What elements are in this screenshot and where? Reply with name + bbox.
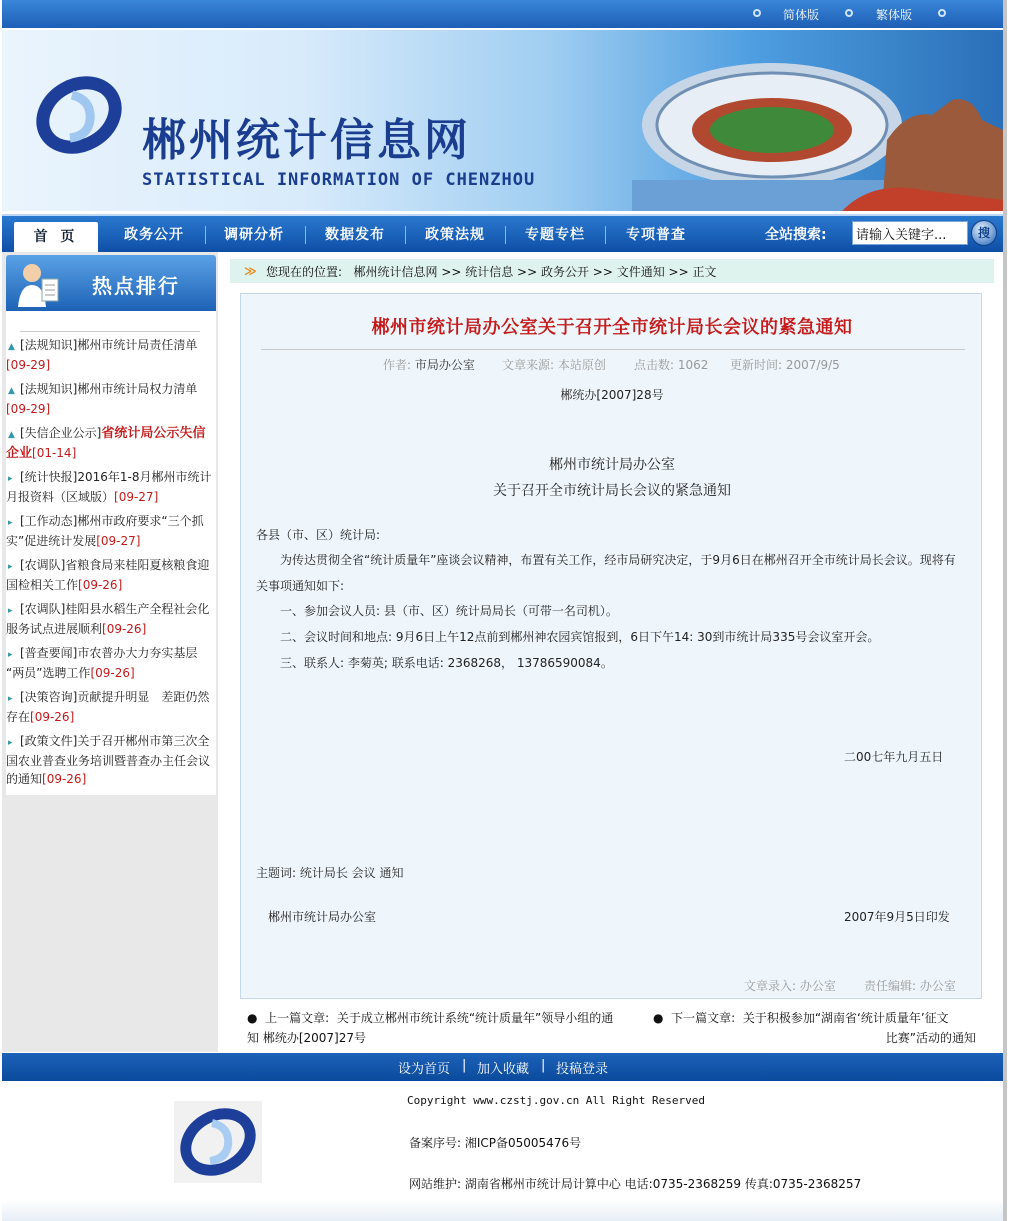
arrow-icon: ▸ <box>8 606 13 616</box>
article-panel <box>240 293 982 999</box>
hot-ranking-title: 热点排行 <box>92 274 180 298</box>
item-attendees: 一、参加会议人员: 县（市、区）统计局局长（可带一名司机）。 <box>280 604 618 618</box>
icp-record: 备案序号: 湘ICP备05005476号 <box>409 1136 582 1150</box>
prev-article[interactable]: ● 上一篇文章: 关于成立郴州市统计系统“统计质量年”领导小组的通 知 郴统办[2007]27号 <box>247 1011 614 1045</box>
issuer: 郴州市统计局办公室 <box>268 910 377 924</box>
nav-divider <box>205 226 206 244</box>
site-logo-icon <box>32 70 127 160</box>
list-item[interactable]: ▸ [统计快报]2016年1-8月郴州市统计 月报资料（区域版）[09-27] <box>6 470 212 504</box>
list-item[interactable]: ▲ [法规知识]郴州市统计局权力清单 [09-29] <box>6 382 198 416</box>
nav-divider <box>405 226 406 244</box>
tree-icon: ▲ <box>8 430 15 440</box>
left-sidebar <box>2 252 218 1052</box>
search-label: 全站搜索: <box>765 227 827 243</box>
doctor-avatar-icon <box>14 259 62 307</box>
hot-ranking-list <box>6 311 216 795</box>
footer-logo-icon <box>174 1101 262 1183</box>
divider <box>20 331 200 332</box>
article-title: 郴州市统计局办公室关于召开全市统计局长会议的紧急通知 <box>371 317 853 338</box>
nav-divider <box>505 226 506 244</box>
search-input[interactable] <box>852 221 968 245</box>
nav-divider <box>305 226 306 244</box>
list-item[interactable]: ▸ [工作动态]郴州市政府要求“三个抓 实”促进统计发展[09-27] <box>6 514 204 548</box>
bullet-icon: ● <box>247 1011 258 1025</box>
breadcrumb-path[interactable]: 郴州统计信息网 >> 统计信息 >> 政务公开 >> 文件通知 >> 正文 <box>353 265 717 279</box>
location-arrow-icon: ≫ <box>244 264 257 278</box>
nav-item-diaoyan[interactable]: 调研分析 <box>224 227 284 243</box>
article-hits: 点击数: 1062 <box>634 358 709 372</box>
page-edge <box>1003 0 1007 1221</box>
tree-icon: ▲ <box>8 342 15 352</box>
document-heading-subject: 关于召开全市统计局长会议的紧急通知 <box>493 483 731 499</box>
arrow-icon: ▸ <box>8 518 13 528</box>
document-heading-issuer: 郴州市统计局办公室 <box>549 457 675 473</box>
list-item[interactable]: ▸ [决策咨询]贡献提升明显 差距仍然 存在[09-26] <box>6 690 210 724</box>
traditional-link[interactable]: 繁体版 <box>876 8 913 22</box>
arrow-icon: ▸ <box>8 694 13 704</box>
body-paragraph: 为传达贯彻全省“统计质量年”座谈会议精神，布置有关工作，经市局研究决定，于9月6日在郴州召开全市统计局长会议。现将有 <box>280 553 956 567</box>
editor: 责任编辑: 办公室 <box>864 979 956 993</box>
next-article[interactable]: ● 下一篇文章: 关于积极参加“湖南省‘统计质量年’征文 比赛”活动的通知 <box>653 1011 976 1045</box>
list-item[interactable]: ▸ [农调队]省粮食局来桂阳夏核粮食迎 国检相关工作[09-26] <box>6 558 210 592</box>
entry-by: 文章录入: 办公室 <box>744 979 836 993</box>
arrow-icon: ▸ <box>8 474 13 484</box>
keywords: 主题词: 统计局长 会议 通知 <box>256 866 404 880</box>
breadcrumb-prefix: 您现在的位置: <box>266 265 343 279</box>
item-contact: 三、联系人: 李菊英; 联系电话: 2368268， 13786590084。 <box>280 656 613 670</box>
hot-ranking-header <box>6 255 216 311</box>
arrow-icon: ▸ <box>8 562 13 572</box>
add-favorite-link[interactable]: 加入收藏 <box>477 1062 530 1077</box>
list-item[interactable]: ▲ [失信企业公示]省统计局公示失信 企业[01-14] <box>6 426 206 461</box>
separator: | <box>541 1058 546 1073</box>
search-button[interactable]: 搜 <box>971 220 997 246</box>
stadium-image <box>632 40 1003 211</box>
arrow-icon: ▸ <box>8 738 13 748</box>
body-paragraph-cont: 关事项通知如下: <box>256 579 345 593</box>
document-number: 郴统办[2007]28号 <box>560 388 664 402</box>
submit-login-link[interactable]: 投稿登录 <box>556 1062 609 1077</box>
set-homepage-link[interactable]: 设为首页 <box>398 1062 451 1077</box>
bullet-icon: ● <box>653 1011 664 1025</box>
list-item[interactable]: ▸ [农调队]桂阳县水稻生产全程社会化 服务试点进展顺利[09-26] <box>6 602 210 636</box>
divider <box>261 349 965 350</box>
site-footer <box>2 1081 1003 1221</box>
nav-home[interactable]: 首 页 <box>14 222 98 252</box>
nav-item-zhuanti[interactable]: 专题专栏 <box>525 227 585 243</box>
copyright: Copyright www.czstj.gov.cn All Right Reserved <box>407 1094 706 1107</box>
bullet-icon <box>753 9 761 17</box>
print-date: 2007年9月5日印发 <box>844 910 950 924</box>
separator: | <box>462 1058 467 1073</box>
bullet-icon <box>845 9 853 17</box>
nav-item-shuju[interactable]: 数据发布 <box>325 227 385 243</box>
simplified-link[interactable]: 简体版 <box>783 8 820 22</box>
nav-divider <box>605 226 606 244</box>
tree-icon: ▲ <box>8 386 15 396</box>
nav-item-zhengwu[interactable]: 政务公开 <box>124 227 184 243</box>
bullet-icon <box>938 9 946 17</box>
arrow-icon: ▸ <box>8 650 13 660</box>
salutation: 各县（市、区）统计局: <box>256 528 381 542</box>
site-subtitle: STATISTICAL INFORMATION OF CHENZHOU <box>142 170 536 190</box>
breadcrumb <box>230 259 994 283</box>
site-banner <box>2 30 1003 211</box>
list-item[interactable]: ▲ [法规知识]郴州市统计局责任清单 [09-29] <box>6 338 198 372</box>
nav-item-zhengce[interactable]: 政策法规 <box>425 227 485 243</box>
top-bar <box>2 0 1003 28</box>
site-title: 郴州统计信息网 <box>142 115 471 166</box>
article-author: 作者: 市局办公室 <box>383 358 475 372</box>
main-nav <box>2 214 1003 252</box>
item-time-place: 二、会议时间和地点: 9月6日上午12点前到郴州神农园宾馆报到，6日下午14: 30到市统计局335号会议室开会。 <box>280 630 880 644</box>
article-updated: 更新时间: 2007/9/5 <box>730 358 840 372</box>
maintainer: 网站维护: 湖南省郴州市统计局计算中心 电话:0735-2368259 传真:0735-2368257 <box>409 1177 862 1191</box>
nav-item-puzha[interactable]: 专项普查 <box>626 227 686 243</box>
article-source: 文章来源: 本站原创 <box>502 358 606 372</box>
signature-date: 二00七年九月五日 <box>844 750 944 764</box>
list-item[interactable]: ▸ [普查要闻]市农普办大力夯实基层 “两员”选聘工作[09-26] <box>6 646 198 680</box>
footer-links-bar <box>2 1053 1003 1081</box>
list-item[interactable]: ▸ [政策文件]关于召开郴州市第三次全 国农业普查业务培训暨普查办主任会议 的通知[09-26] <box>6 734 211 786</box>
